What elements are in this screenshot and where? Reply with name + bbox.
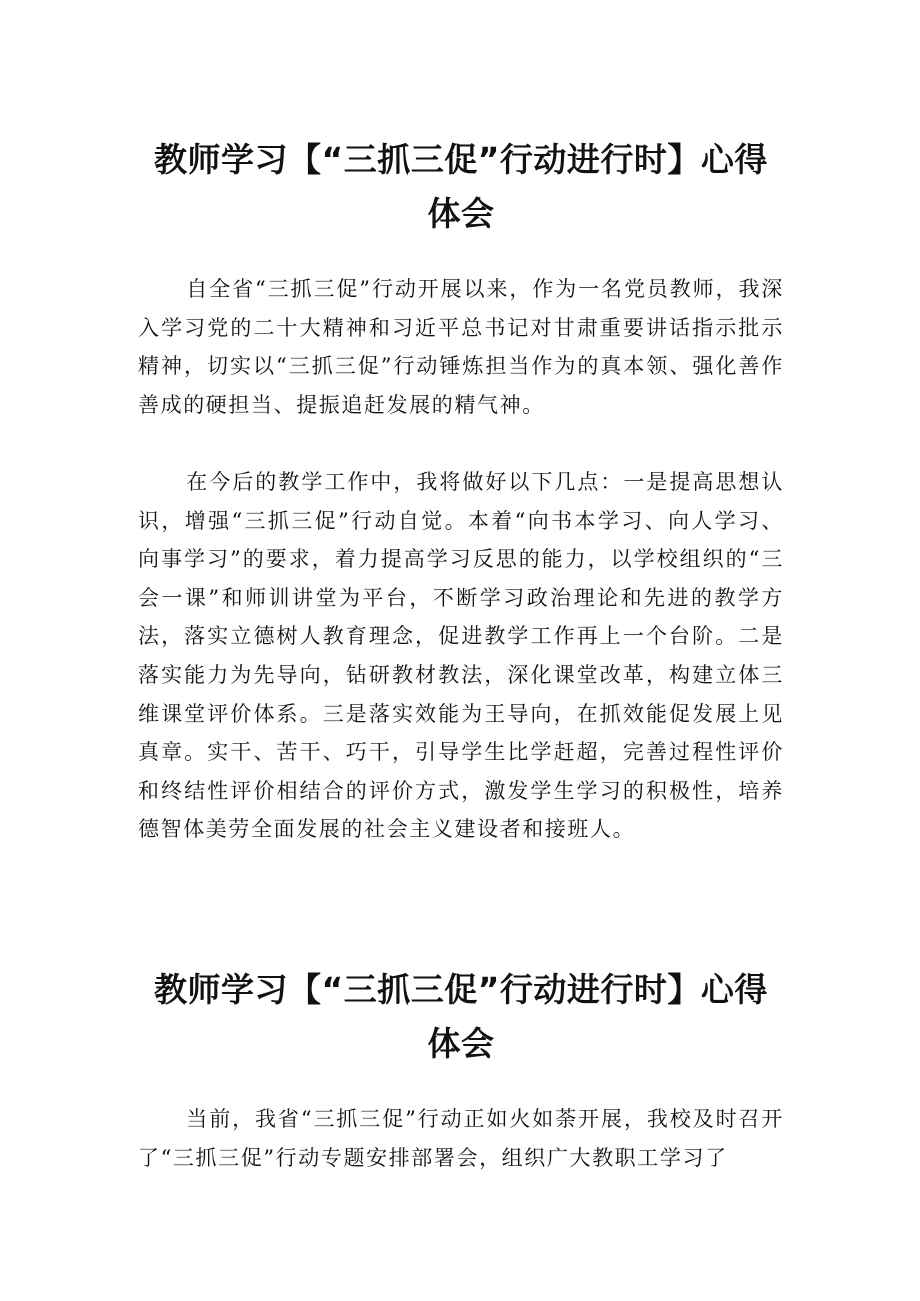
section-1-title: 教师学习【“三抓三促”行动进行时】心得体会 bbox=[154, 140, 768, 233]
section-2-title: 教师学习【“三抓三促”行动进行时】心得体会 bbox=[154, 970, 768, 1063]
section-1-paragraph-2: 在今后的教学工作中，我将做好以下几点：一是提高思想认识，增强“三抓三促”行动自觉。本着“向书本学习、向人学习、向事学习”的要求，着力提高学习反思的能力，以学校组织的“三会一课”和师训讲堂为平台，不断学习政治理论和先进的教学方法，落实立德树人教育理念，促进教学工作再上一个台阶。二是落实能力为先导向，钻研教材教法，深化课堂改革，构建立体三维课堂评价体系。三是落实效能为王导向，在抓效能促发展上见真章。实干、苦干、巧干，引导学生比学赶超，完善过程性评价和终结性评价相结合的评价方式，激发学生学习的积极性，培养德智体美劳全面发展的社会主义建设者和接班人。 bbox=[138, 470, 784, 842]
section-1-paragraph-1: 自全省“三抓三促”行动开展以来，作为一名党员教师，我深入学习党的二十大精神和习近平总书记对甘肃重要讲话指示批示精神，切实以“三抓三促”行动锤炼担当作为的真本领、强化善作善成的硬担当、提振追赶发展的精气神。 bbox=[138, 277, 784, 417]
section-2-paragraph-1: 当前，我省“三抓三促”行动正如火如荼开展，我校及时召开了“三抓三促”行动专题安排部署会，组织广大教职工学习了 bbox=[138, 1107, 784, 1170]
